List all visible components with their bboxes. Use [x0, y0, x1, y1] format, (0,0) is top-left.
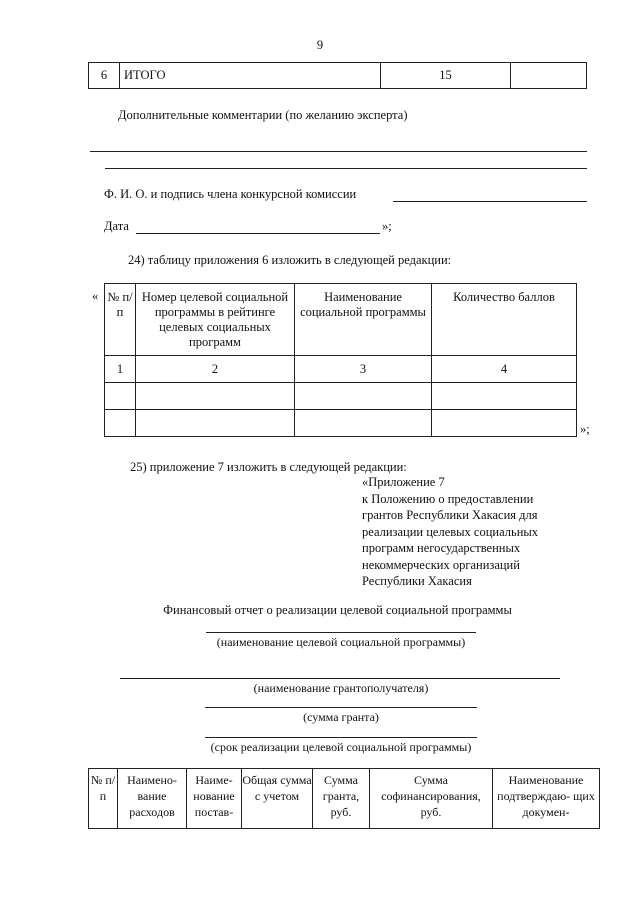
table6-header-num: № п/п	[105, 284, 136, 356]
appendix-line: реализации целевых социальных	[362, 524, 539, 539]
total-row-empty	[511, 63, 587, 89]
grantee-line	[120, 678, 560, 679]
table6-cell	[432, 383, 577, 410]
total-row-value: 15	[381, 63, 511, 89]
table6-num-3: 3	[295, 356, 432, 383]
table6	[104, 283, 577, 437]
fin-header-documents: Наименование подтверждаю- щих докумен-	[493, 769, 600, 829]
table6-cell	[432, 410, 577, 437]
table6-header-program-number: Номер целевой социальной программы в рейтинге целевых социальных программ	[136, 284, 295, 356]
appendix-block	[362, 474, 538, 590]
total-row-label: ИТОГО	[120, 63, 381, 89]
grant-sum-caption: (сумма гранта)	[303, 710, 379, 724]
program-name-caption: (наименование целевой социальной программы)	[216, 635, 466, 649]
date-end: »;	[382, 219, 392, 233]
item-24: 24) таблицу приложения 6 изложить в следующей редакции:	[128, 253, 452, 267]
term-caption: (срок реализации целевой социальной программы)	[210, 740, 472, 754]
appendix-line: «Приложение 7	[362, 475, 445, 489]
report-title: Финансовый отчет о реализации целевой социальной программы	[163, 603, 512, 617]
comments-line-2	[105, 168, 587, 169]
table6-header-program-name: Наименование социальной программы	[295, 284, 432, 356]
appendix-line: некоммерческих организаций	[362, 557, 520, 572]
appendix-line: программ негосударственных	[362, 541, 521, 555]
table6-header-score: Количество баллов	[432, 284, 577, 356]
item-25: 25) приложение 7 изложить в следующей редакции:	[130, 460, 407, 474]
table6-num-1: 1	[105, 356, 136, 383]
total-row-table	[88, 62, 587, 89]
table6-cell	[295, 410, 432, 437]
fin-header-num: № п/п	[89, 769, 118, 829]
table6-num-4: 4	[432, 356, 577, 383]
table6-num-2: 2	[136, 356, 295, 383]
financial-table	[88, 768, 600, 829]
table6-close-mark: »;	[580, 422, 590, 436]
table6-open-quote: «	[92, 289, 99, 303]
table6-cell	[136, 383, 295, 410]
appendix-line: к Положению о предоставлении	[362, 491, 534, 506]
table6-cell	[105, 383, 136, 410]
comments-label: Дополнительные комментарии (по желанию эксперта)	[118, 108, 408, 122]
date-label: Дата	[104, 219, 129, 233]
appendix-line: грантов Республики Хакасия для	[362, 508, 538, 522]
term-line	[205, 737, 477, 738]
fin-header-cofinancing: Сумма софинансирования, руб.	[370, 769, 493, 829]
program-name-line	[206, 632, 476, 633]
fin-header-total: Общая сумма с учетом	[242, 769, 313, 829]
table6-cell	[295, 383, 432, 410]
appendix-line: Республики Хакасия	[362, 574, 472, 588]
comments-line-1	[90, 151, 587, 152]
date-line	[136, 233, 380, 234]
fin-header-grant-sum: Сумма гранта, руб.	[313, 769, 370, 829]
fin-header-supplier: Наиме- нование постав-	[187, 769, 242, 829]
grant-sum-line	[205, 707, 477, 708]
signature-line	[393, 201, 587, 202]
total-row-number: 6	[89, 63, 120, 89]
grantee-caption: (наименование грантополучателя)	[253, 681, 429, 695]
fin-header-expense-name: Наимено- вание расходов	[118, 769, 187, 829]
table6-cell	[105, 410, 136, 437]
signature-label: Ф. И. О. и подпись члена конкурсной комиссии	[104, 187, 357, 201]
page-number: 9	[316, 38, 324, 52]
table6-cell	[136, 410, 295, 437]
